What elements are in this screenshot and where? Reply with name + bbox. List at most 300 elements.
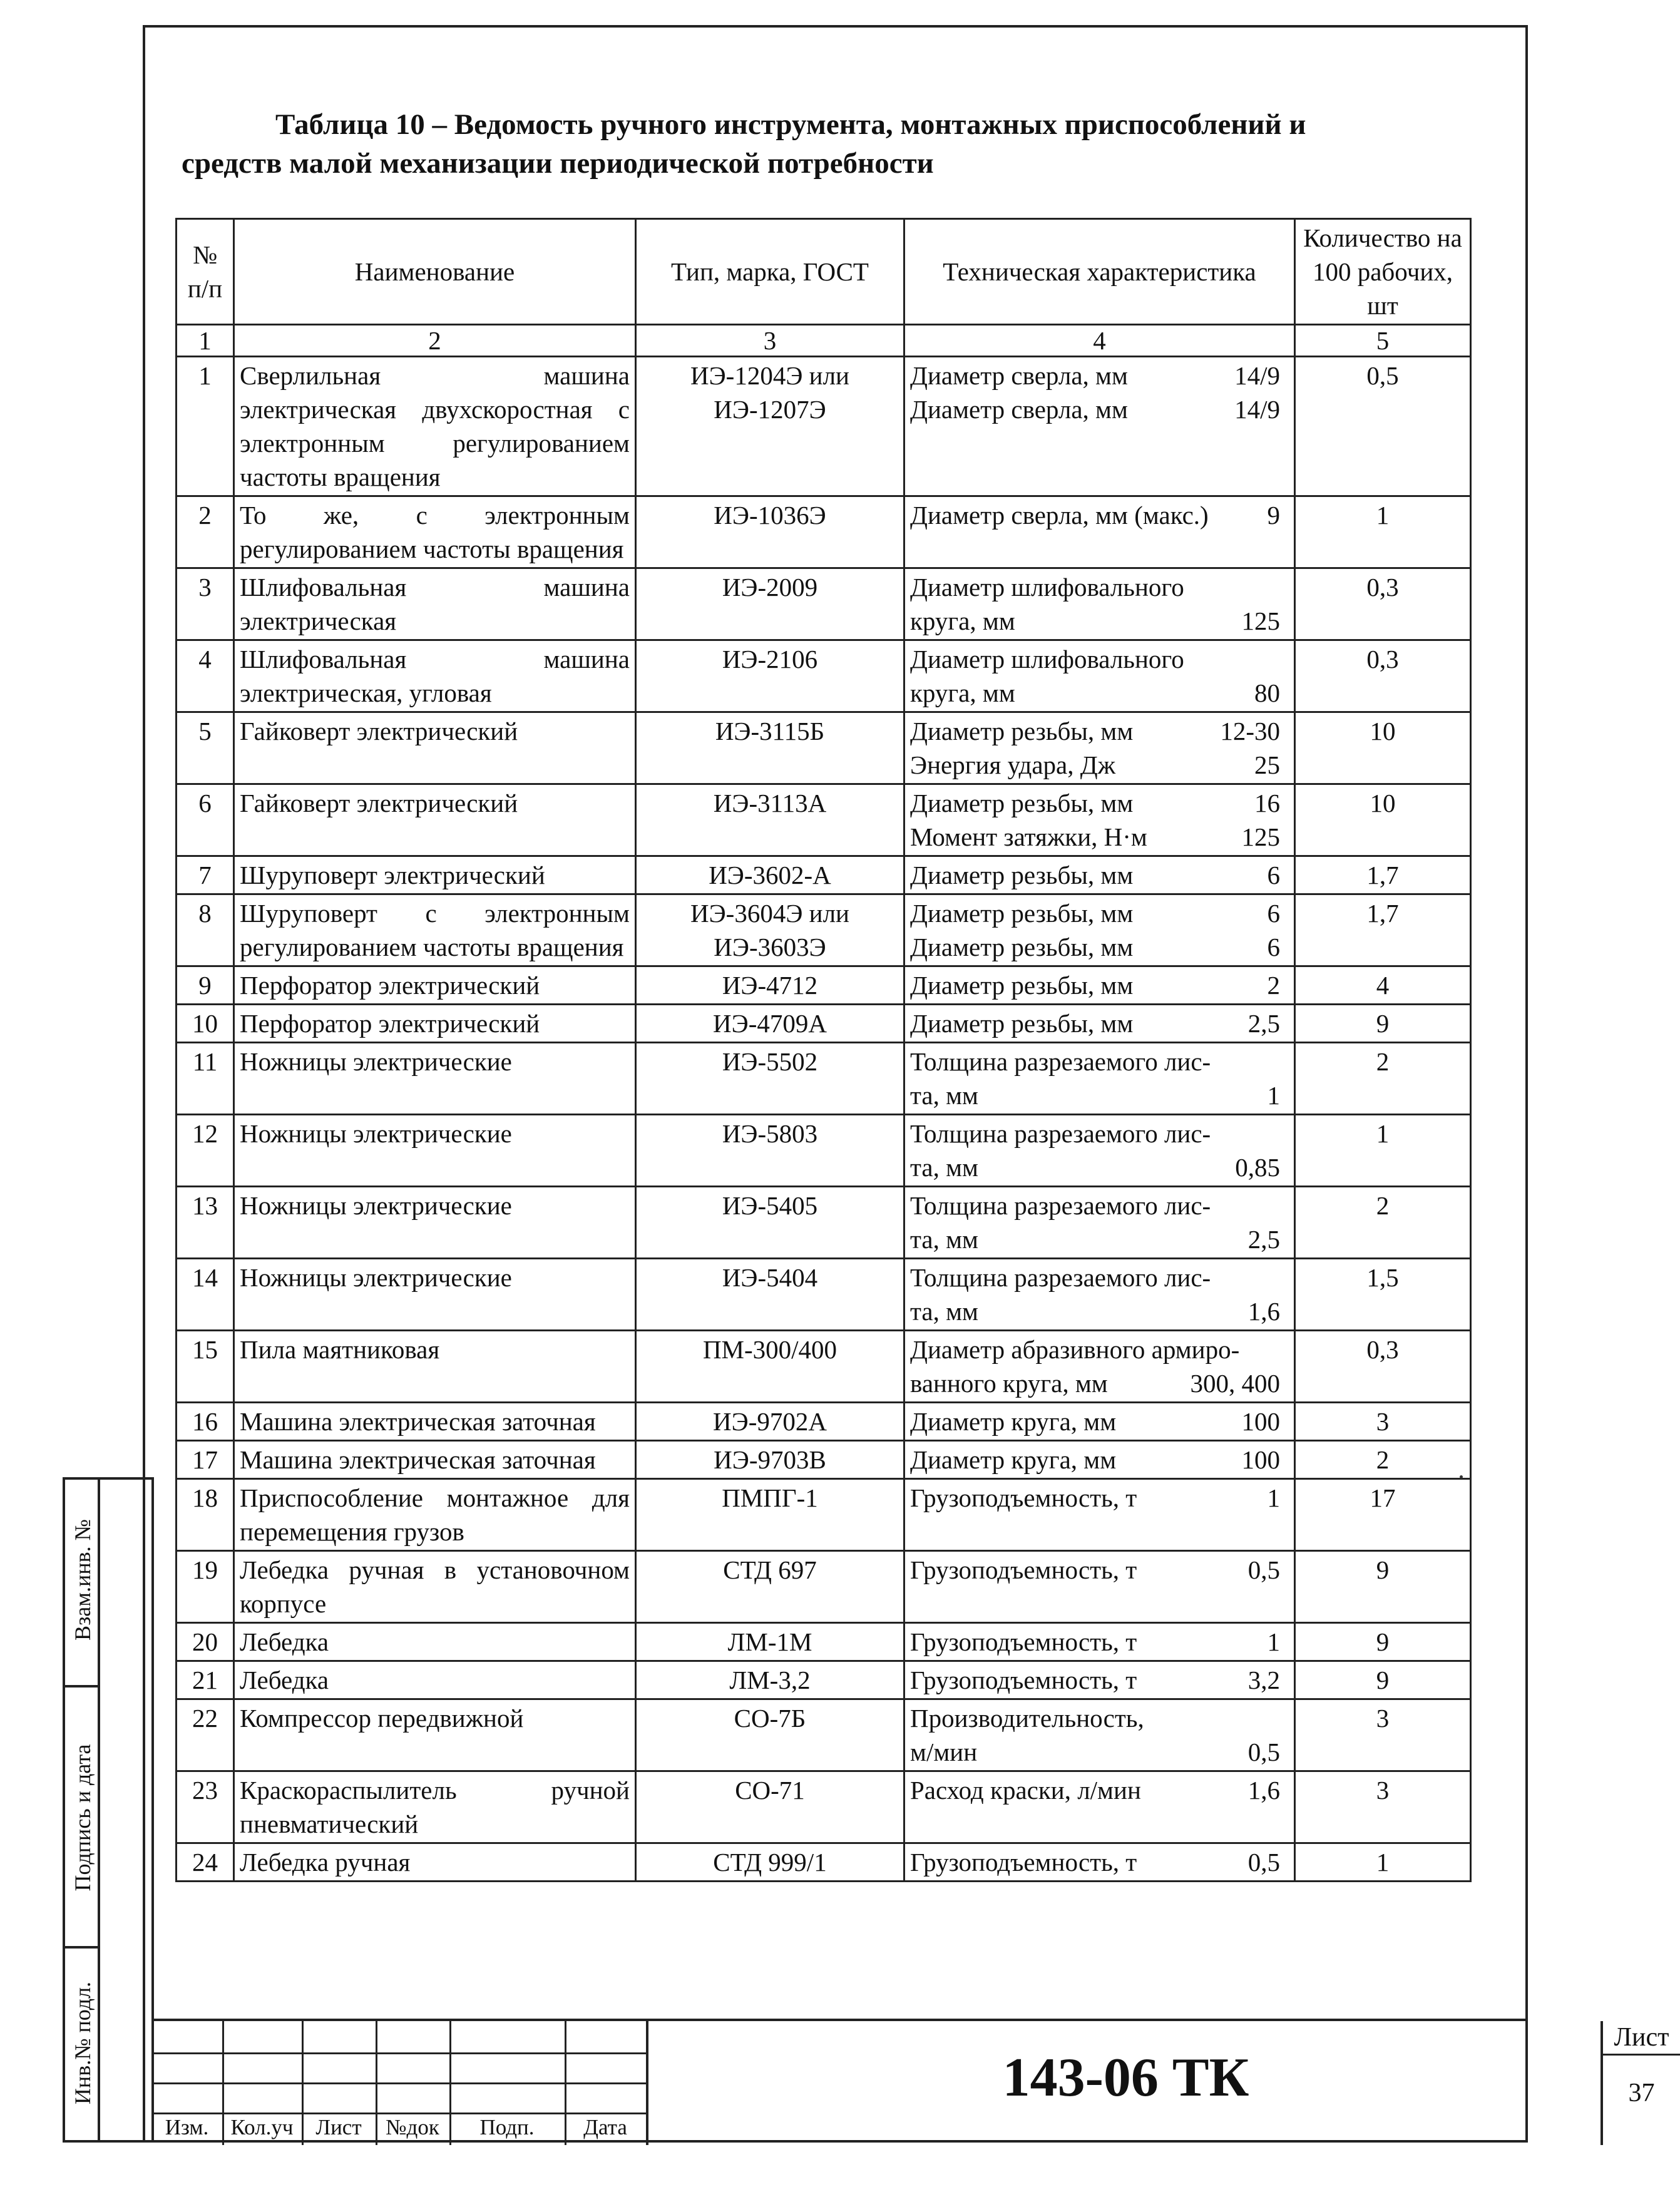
table-body: [177, 357, 1471, 1882]
row-number: 24: [177, 1843, 234, 1882]
tool-type: [636, 496, 904, 568]
spec-value: [1280, 642, 1289, 676]
tool-name: Шлифовальная машина электрическая, угловая: [234, 640, 636, 712]
row-number: 20: [177, 1623, 234, 1661]
tool-type: [636, 1479, 904, 1551]
table-title: [182, 105, 1465, 183]
tool-quantity: 0,3: [1295, 640, 1471, 712]
spec-line: [910, 1663, 1289, 1697]
tool-spec: [904, 640, 1295, 712]
tool-name: Лебедка: [234, 1623, 636, 1661]
tool-spec: [904, 1115, 1295, 1187]
spec-value: 0,5: [1247, 1555, 1280, 1584]
sheet-number: 37: [1628, 2079, 1655, 2107]
replaced-inv-label: Взам.инв. №: [70, 1519, 95, 1641]
document-code: 143-06 ТК: [1002, 2047, 1249, 2108]
spec-value: [1280, 1701, 1289, 1735]
tool-type: [636, 1403, 904, 1441]
spec-value: [1280, 1045, 1289, 1078]
spec-line: [910, 676, 1289, 710]
tool-spec: [904, 357, 1295, 496]
original-inv-label: Инв.№ подл.: [70, 1981, 95, 2105]
grid-line: [151, 2052, 646, 2054]
table-row: [177, 784, 1471, 856]
label-signature: Подп.: [479, 2115, 535, 2139]
spec-value: 80: [1254, 679, 1280, 707]
type-line: ЛМ-1М: [727, 1627, 812, 1656]
tool-quantity: 0,3: [1295, 568, 1471, 640]
tool-type: [636, 1331, 904, 1403]
spec-param: Диаметр шлифовального: [910, 573, 1184, 602]
type-line: ИЭ-9703В: [714, 1445, 826, 1474]
row-number: 1: [177, 357, 234, 496]
tool-quantity: 10: [1295, 784, 1471, 856]
tool-type: [636, 712, 904, 784]
tool-type: [636, 1441, 904, 1479]
spec-param: ванного круга, мм: [910, 1369, 1108, 1398]
label-sheet: Лист: [315, 2115, 362, 2139]
table-row: [177, 1551, 1471, 1623]
spec-param: та, мм: [910, 1297, 979, 1326]
type-line: ИЭ-3604Э или: [690, 899, 849, 928]
table-row: [177, 856, 1471, 894]
spec-value: 14/9: [1234, 361, 1280, 390]
table-row: [177, 1115, 1471, 1187]
row-number: 12: [177, 1115, 234, 1187]
tool-quantity: 10: [1295, 712, 1471, 784]
tool-type: [636, 1623, 904, 1661]
type-line: СТД 697: [723, 1555, 817, 1584]
tool-name: Приспособление монтажное для перемещения грузов: [234, 1479, 636, 1551]
spec-line: [910, 1078, 1289, 1112]
row-number: 8: [177, 894, 234, 966]
tool-type: [636, 640, 904, 712]
tool-spec: [904, 894, 1295, 966]
spec-line: [910, 1366, 1289, 1400]
spec-value: 1: [1267, 1483, 1280, 1512]
spec-param: Диаметр резьбы, мм: [910, 717, 1134, 745]
tool-quantity: 1: [1295, 496, 1471, 568]
tool-type: [636, 1043, 904, 1115]
spec-line: [910, 498, 1289, 532]
tool-name: Лебедка: [234, 1661, 636, 1699]
tool-quantity: 9: [1295, 1005, 1471, 1043]
spec-line: [910, 1443, 1289, 1477]
spec-param: та, мм: [910, 1153, 979, 1182]
table-row: [177, 1843, 1471, 1882]
tool-type: [636, 1259, 904, 1331]
tool-name: Машина электрическая заточная: [234, 1441, 636, 1479]
spec-param: Диаметр шлифовального: [910, 645, 1184, 673]
type-line: СО-71: [735, 1776, 805, 1805]
spec-param: Производительность,: [910, 1704, 1144, 1733]
grid-line: [151, 2082, 646, 2084]
spec-line: [910, 1294, 1289, 1328]
spec-param: Диаметр резьбы, мм: [910, 789, 1134, 817]
column-number: 5: [1295, 325, 1471, 357]
spec-param: Диаметр резьбы, мм: [910, 861, 1134, 889]
column-number: 3: [636, 325, 904, 357]
tool-name: Машина электрическая заточная: [234, 1403, 636, 1441]
type-line: ИЭ-3113А: [713, 789, 827, 817]
table-row: [177, 496, 1471, 568]
tool-name: Перфоратор электрический: [234, 966, 636, 1005]
tool-type: [636, 784, 904, 856]
type-line: ИЭ-3602-А: [709, 861, 831, 889]
spec-param: та, мм: [910, 1225, 979, 1254]
tool-name: Лебедка ручная: [234, 1843, 636, 1882]
spec-value: 14/9: [1234, 395, 1280, 424]
tool-quantity: 2: [1295, 1187, 1471, 1259]
tool-spec: [904, 1479, 1295, 1551]
type-line: ИЭ-2106: [722, 645, 818, 673]
tool-spec: [904, 1623, 1295, 1661]
tool-quantity: 1: [1295, 1843, 1471, 1882]
type-line: ИЭ-4709А: [713, 1009, 827, 1038]
tool-name: Шуруповерт электрический: [234, 856, 636, 894]
tool-quantity: 17: [1295, 1479, 1471, 1551]
tool-spec: [904, 1331, 1295, 1403]
row-number: 13: [177, 1187, 234, 1259]
tool-quantity: 1: [1295, 1115, 1471, 1187]
tool-quantity: 9: [1295, 1551, 1471, 1623]
tool-spec: [904, 496, 1295, 568]
sheet-label: Лист: [1603, 2021, 1680, 2056]
spec-param: Диаметр резьбы, мм: [910, 899, 1134, 928]
tool-type: [636, 1187, 904, 1259]
tool-quantity: 2: [1295, 1043, 1471, 1115]
spec-value: 100: [1241, 1445, 1280, 1474]
row-number: 3: [177, 568, 234, 640]
spec-value: 1,6: [1247, 1297, 1280, 1326]
spec-param: круга, мм: [910, 607, 1015, 635]
row-number: 17: [177, 1441, 234, 1479]
tool-quantity: 9: [1295, 1623, 1471, 1661]
spec-param: Энергия удара, Дж: [910, 750, 1116, 779]
spec-value: 300, 400: [1190, 1369, 1280, 1398]
side-stamp: [63, 1477, 154, 2143]
tool-spec: [904, 1403, 1295, 1441]
tool-spec: [904, 1259, 1295, 1331]
tool-spec: [904, 1551, 1295, 1623]
label-date: Дата: [583, 2115, 627, 2139]
spec-value: 0,5: [1247, 1738, 1280, 1766]
row-number: 7: [177, 856, 234, 894]
spec-param: Диаметр резьбы, мм: [910, 1009, 1134, 1038]
table-row: [177, 1043, 1471, 1115]
tool-spec: [904, 856, 1295, 894]
spec-param: Диаметр сверла, мм: [910, 361, 1128, 390]
spec-value: 1: [1267, 1627, 1280, 1656]
spec-param: Толщина разрезаемого лис-: [910, 1191, 1211, 1220]
header-row: [177, 219, 1471, 325]
row-number: 16: [177, 1403, 234, 1441]
tool-quantity: 0,5: [1295, 357, 1471, 496]
spec-line: [910, 1405, 1289, 1438]
tool-spec: [904, 1661, 1295, 1699]
tool-name: Перфоратор электрический: [234, 1005, 636, 1043]
tool-quantity: 3: [1295, 1403, 1471, 1441]
type-line: ИЭ-3603Э: [714, 933, 826, 961]
spec-line: [910, 820, 1289, 854]
spec-param: Диаметр резьбы, мм: [910, 971, 1134, 1000]
tool-type: [636, 856, 904, 894]
tool-type: [636, 1005, 904, 1043]
spec-line: [910, 1117, 1289, 1150]
type-line: ИЭ-5502: [722, 1047, 818, 1076]
spec-line: [910, 896, 1289, 930]
tool-type: [636, 1699, 904, 1771]
table-row: [177, 1441, 1471, 1479]
spec-line: [910, 1845, 1289, 1879]
spec-param: Толщина разрезаемого лис-: [910, 1047, 1211, 1076]
tools-table: [175, 218, 1472, 1882]
table-row: [177, 1005, 1471, 1043]
header-num: № п/п: [177, 219, 234, 325]
spec-line: [910, 392, 1289, 426]
spec-value: 1,6: [1247, 1776, 1280, 1805]
title-line-2: средств малой механизации периодической потребности: [182, 147, 934, 180]
spec-value: 6: [1267, 899, 1280, 928]
spec-line: [910, 1045, 1289, 1078]
tool-quantity: 1,7: [1295, 856, 1471, 894]
spec-line: [910, 1261, 1289, 1294]
tool-spec: [904, 1187, 1295, 1259]
type-line: ИЭ-5404: [722, 1263, 818, 1292]
tool-quantity: 1,5: [1295, 1259, 1471, 1331]
spec-line: [910, 570, 1289, 604]
type-line: ИЭ-3115Б: [715, 717, 825, 745]
spec-value: [1280, 1333, 1289, 1366]
tool-quantity: 9: [1295, 1661, 1471, 1699]
spec-value: 2,5: [1247, 1225, 1280, 1254]
tool-spec: [904, 784, 1295, 856]
tool-quantity: 2: [1295, 1441, 1471, 1479]
table-row: [177, 966, 1471, 1005]
tool-name: Гайковерт электрический: [234, 784, 636, 856]
spec-line: [910, 604, 1289, 638]
spec-value: [1280, 1117, 1289, 1150]
revision-grid: [151, 2021, 646, 2145]
tool-name: Компрессор передвижной: [234, 1699, 636, 1771]
spec-value: 100: [1241, 1407, 1280, 1436]
spec-param: Грузоподъемность, т: [910, 1555, 1137, 1584]
spec-line: [910, 1189, 1289, 1222]
tool-spec: [904, 568, 1295, 640]
tool-type: [636, 1661, 904, 1699]
row-number: 19: [177, 1551, 234, 1623]
spec-value: 12-30: [1220, 717, 1280, 745]
table-row: [177, 357, 1471, 496]
tool-quantity: 0,3: [1295, 1331, 1471, 1403]
tool-name: Гайковерт электрический: [234, 712, 636, 784]
table-row: [177, 1403, 1471, 1441]
spec-line: [910, 1006, 1289, 1040]
table-row: [177, 712, 1471, 784]
spec-value: 125: [1241, 822, 1280, 851]
type-line: ИЭ-5405: [722, 1191, 818, 1220]
type-line: ИЭ-2009: [722, 573, 818, 602]
row-number: 9: [177, 966, 234, 1005]
spec-line: [910, 858, 1289, 892]
table-row: [177, 1479, 1471, 1551]
label-doc-number: №док: [386, 2115, 439, 2139]
spec-value: 16: [1254, 789, 1280, 817]
tool-name: Ножницы электрические: [234, 1115, 636, 1187]
spec-param: Толщина разрезаемого лис-: [910, 1263, 1211, 1292]
table-row: [177, 894, 1471, 966]
column-number: 1: [177, 325, 234, 357]
column-number: 2: [234, 325, 636, 357]
tool-spec: [904, 1441, 1295, 1479]
spec-param: круга, мм: [910, 679, 1015, 707]
document-code-box: [646, 2021, 1603, 2145]
spec-param: Диаметр абразивного армиро-: [910, 1335, 1240, 1364]
row-number: 2: [177, 496, 234, 568]
label-count: Кол.уч: [230, 2115, 294, 2139]
tool-type: [636, 1843, 904, 1882]
tool-quantity: 1,7: [1295, 894, 1471, 966]
spec-param: м/мин: [910, 1738, 978, 1766]
spec-line: [910, 1701, 1289, 1735]
row-number: 6: [177, 784, 234, 856]
type-line: ПМ-300/400: [702, 1335, 837, 1364]
spec-line: [910, 359, 1289, 392]
tool-type: [636, 966, 904, 1005]
type-line: ЛМ-3,2: [729, 1666, 811, 1694]
type-line: СО-7Б: [734, 1704, 806, 1733]
tool-spec: [904, 966, 1295, 1005]
row-number: 23: [177, 1771, 234, 1843]
tool-spec: [904, 1699, 1295, 1771]
spec-value: 25: [1254, 750, 1280, 779]
spec-value: 0,5: [1247, 1848, 1280, 1877]
spec-line: [910, 1625, 1289, 1659]
spec-value: 125: [1241, 607, 1280, 635]
table-row: [177, 568, 1471, 640]
spec-line: [910, 930, 1289, 964]
table-row: [177, 1259, 1471, 1331]
spec-line: [910, 786, 1289, 820]
spec-value: 6: [1267, 933, 1280, 961]
spec-line: [910, 1553, 1289, 1587]
tool-spec: [904, 1771, 1295, 1843]
row-number: 18: [177, 1479, 234, 1551]
table-row: [177, 640, 1471, 712]
table-row: [177, 1699, 1471, 1771]
tool-spec: [904, 1843, 1295, 1882]
type-line: ИЭ-1207Э: [714, 395, 826, 424]
spec-value: 6: [1267, 861, 1280, 889]
type-line: ИЭ-1036Э: [714, 501, 826, 530]
spec-value: 9: [1267, 501, 1280, 530]
tool-name: Пила маятниковая: [234, 1331, 636, 1403]
table-row: [177, 1771, 1471, 1843]
tool-type: [636, 1771, 904, 1843]
sheet-box: [1601, 2021, 1680, 2145]
spec-line: [910, 1735, 1289, 1769]
spec-value: [1280, 1261, 1289, 1294]
header-spec: Техническая характеристика: [904, 219, 1295, 325]
type-line: ИЭ-9702А: [713, 1407, 827, 1436]
signature-date-label: Подпись и дата: [70, 1744, 95, 1892]
column-number-row: [177, 325, 1471, 357]
scan-speck: [1460, 1475, 1463, 1478]
spec-line: [910, 642, 1289, 676]
grid-line: [151, 2112, 646, 2114]
spec-line: [910, 1481, 1289, 1515]
spec-param: Грузоподъемность, т: [910, 1483, 1137, 1512]
spec-param: Толщина разрезаемого лис-: [910, 1119, 1211, 1148]
side-stamp-divider: [65, 1946, 100, 1949]
spec-param: Диаметр сверла, мм: [910, 395, 1128, 424]
tool-quantity: 4: [1295, 966, 1471, 1005]
tool-type: [636, 1551, 904, 1623]
row-number: 4: [177, 640, 234, 712]
spec-value: 2,5: [1247, 1009, 1280, 1038]
spec-param: Грузоподъемность, т: [910, 1848, 1137, 1877]
column-number: 4: [904, 325, 1295, 357]
row-number: 10: [177, 1005, 234, 1043]
tool-name: Краскораспылитель ручной пневматический: [234, 1771, 636, 1843]
label-change: Изм.: [165, 2115, 209, 2139]
type-line: ПМПГ-1: [722, 1483, 818, 1512]
tool-name: Ножницы электрические: [234, 1187, 636, 1259]
tool-name: Ножницы электрические: [234, 1043, 636, 1115]
spec-value: 0,85: [1235, 1153, 1280, 1182]
spec-line: [910, 714, 1289, 748]
spec-param: Грузоподъемность, т: [910, 1666, 1137, 1694]
spec-line: [910, 1333, 1289, 1366]
spec-param: Диаметр сверла, мм (макс.): [910, 501, 1209, 530]
type-line: ИЭ-5803: [722, 1119, 818, 1148]
spec-value: 3,2: [1247, 1666, 1280, 1694]
tool-quantity: 3: [1295, 1771, 1471, 1843]
spec-line: [910, 1773, 1289, 1807]
spec-line: [910, 968, 1289, 1002]
row-number: 21: [177, 1661, 234, 1699]
spec-param: та, мм: [910, 1081, 979, 1110]
tool-name: Шлифовальная машина электрическая: [234, 568, 636, 640]
title-line-1: Таблица 10 – Ведомость ручного инструмента, монтажных приспособлений и: [275, 108, 1306, 141]
tool-type: [636, 1115, 904, 1187]
tool-name: То же, с электронным регулированием частоты вращения: [234, 496, 636, 568]
tool-spec: [904, 1043, 1295, 1115]
spec-param: Диаметр резьбы, мм: [910, 933, 1134, 961]
tool-name: Шуруповерт с электронным регулированием частоты вращения: [234, 894, 636, 966]
row-number: 15: [177, 1331, 234, 1403]
tool-type: [636, 894, 904, 966]
spec-line: [910, 1222, 1289, 1256]
row-number: 11: [177, 1043, 234, 1115]
spec-param: Расход краски, л/мин: [910, 1776, 1141, 1805]
header-qty: Количество на 100 рабочих, шт: [1295, 219, 1471, 325]
spec-line: [910, 1150, 1289, 1184]
table-row: [177, 1331, 1471, 1403]
type-line: ИЭ-4712: [722, 971, 818, 1000]
side-stamp-divider: [65, 1685, 100, 1687]
table-row: [177, 1661, 1471, 1699]
spec-value: 1: [1267, 1081, 1280, 1110]
tool-quantity: 3: [1295, 1699, 1471, 1771]
spec-line: [910, 748, 1289, 782]
tool-name: Лебедка ручная в установочном корпусе: [234, 1551, 636, 1623]
tool-name: Ножницы электрические: [234, 1259, 636, 1331]
title-block: [151, 2019, 1669, 2145]
spec-value: 2: [1267, 971, 1280, 1000]
spec-param: Диаметр круга, мм: [910, 1445, 1117, 1474]
table-row: [177, 1623, 1471, 1661]
